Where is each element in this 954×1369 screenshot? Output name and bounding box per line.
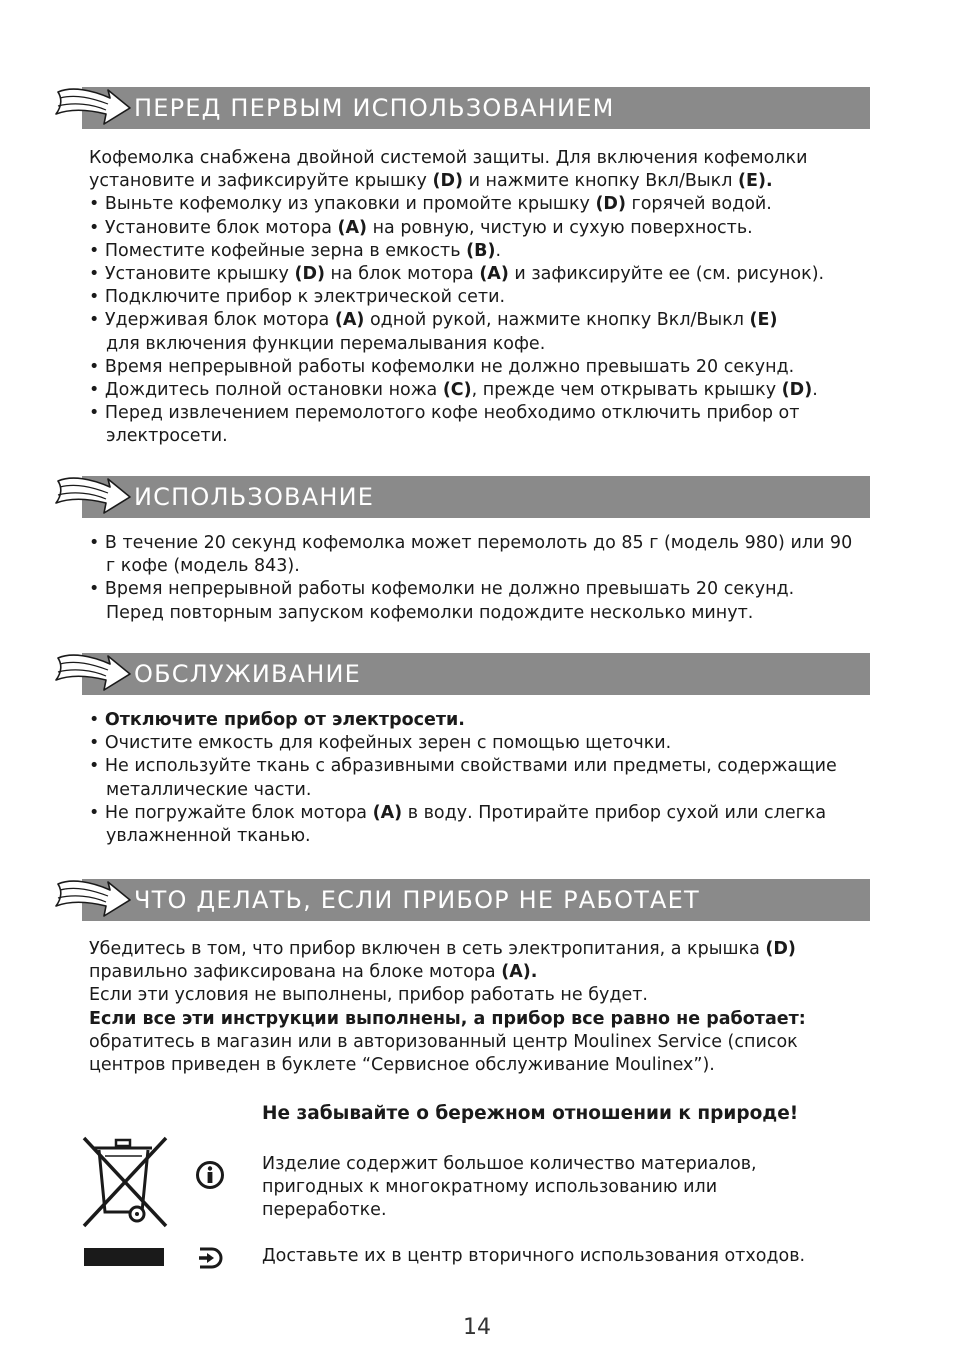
section-title: ОБСЛУЖИВАНИЕ (134, 660, 362, 688)
list-item: • В течение 20 секунд кофемолка может перемолоть до 85 г (модель 980) или 90 г кофе (модель 843). (89, 532, 854, 578)
intro-line: Кофемолка снабжена двойной системой защиты. Для включения кофемолки (89, 148, 808, 168)
list-item: • Не погружайте блок мотора (A) в воду. Протирайте прибор сухой или слегка увлажненной тканью. (89, 802, 879, 848)
arrow-icon (52, 876, 132, 924)
eco-action-text: Доставьте их в центр вторичного использования отходов. (262, 1246, 806, 1266)
arrow-icon (52, 473, 132, 521)
arrow-icon (52, 650, 132, 698)
arrow-icon (52, 84, 132, 132)
section-body (89, 938, 874, 1077)
intro-line: установите и зафиксируйте крышку (D) и нажмите кнопку Вкл/Выкл (E). (89, 171, 773, 192)
list-item: • Отключите прибор от электросети. (89, 709, 879, 732)
section-header (82, 87, 870, 129)
section-header (82, 653, 870, 695)
list-item: • Перед извлечением перемолотого кофе необходимо отключить прибор от электросети. (89, 402, 879, 448)
section-title: ПЕРЕД ПЕРВЫМ ИСПОЛЬЗОВАНИЕМ (134, 94, 615, 122)
paragraph: обратитесь в магазин или в авторизованный центр Moulinex Service (список центров приведен в буклете “Сервисное обслуживание Moulinex”). (89, 1031, 798, 1076)
list-item: • Удерживая блок мотора (A) одной рукой, нажмите кнопку Вкл/Выкл (E) для включения функции перемалывания кофе. (89, 309, 879, 355)
list-item: • Очистите емкость для кофейных зерен с помощью щеточки. (89, 732, 879, 755)
arrow-circle-icon (195, 1243, 225, 1273)
section-title: ИСПОЛЬЗОВАНИЕ (134, 483, 375, 511)
list-item: • Поместите кофейные зерна в емкость (B). (89, 240, 879, 263)
section-title: ЧТО ДЕЛАТЬ, ЕСЛИ ПРИБОР НЕ РАБОТАЕТ (134, 886, 700, 914)
list-item: • Подключите прибор к электрической сети. (89, 286, 879, 309)
info-icon (195, 1160, 225, 1190)
list-item: • Установите блок мотора (A) на ровную, чистую и сухую поверхность. (89, 217, 879, 240)
section-body (89, 147, 879, 449)
section-body (89, 532, 854, 625)
paragraph: Убедитесь в том, что прибор включен в сеть электропитания, а крышка (D) правильно зафиксирована на блоке мотора (A). (89, 939, 796, 983)
paragraph: Если эти условия не выполнены, прибор работать не будет. (89, 985, 648, 1006)
eco-title: Не забывайте о бережном отношении к природе! (262, 1103, 799, 1124)
list-item: • Время непрерывной работы кофемолки не должно превышать 20 секунд. Перед повторным запуском кофемолки подождите несколько минут. (89, 578, 854, 624)
section-body (89, 709, 879, 848)
black-bar (84, 1248, 164, 1266)
paragraph: Если все эти инструкции выполнены, а прибор все равно не работает: (89, 1008, 806, 1029)
list-item: • Время непрерывной работы кофемолки не должно превышать 20 секунд. (89, 356, 879, 379)
list-item: • Дождитесь полной остановки ножа (C), прежде чем открывать крышку (D). (89, 379, 879, 402)
section-header (82, 476, 870, 518)
section-header (82, 879, 870, 921)
crossed-bin-icon (80, 1136, 170, 1228)
list-item: • Не используйте ткань с абразивными свойствами или предметы, содержащие металлические части. (89, 755, 879, 801)
list-item: • Выньте кофемолку из упаковки и промойте крышку (D) горячей водой. (89, 193, 879, 216)
page-number: 14 (463, 1315, 491, 1340)
eco-info-text: Изделие содержит большое количество материалов, пригодных к многократному использованию или переработке. (262, 1154, 757, 1221)
list-item: • Установите крышку (D) на блок мотора (A) и зафиксируйте ее (см. рисунок). (89, 263, 879, 286)
